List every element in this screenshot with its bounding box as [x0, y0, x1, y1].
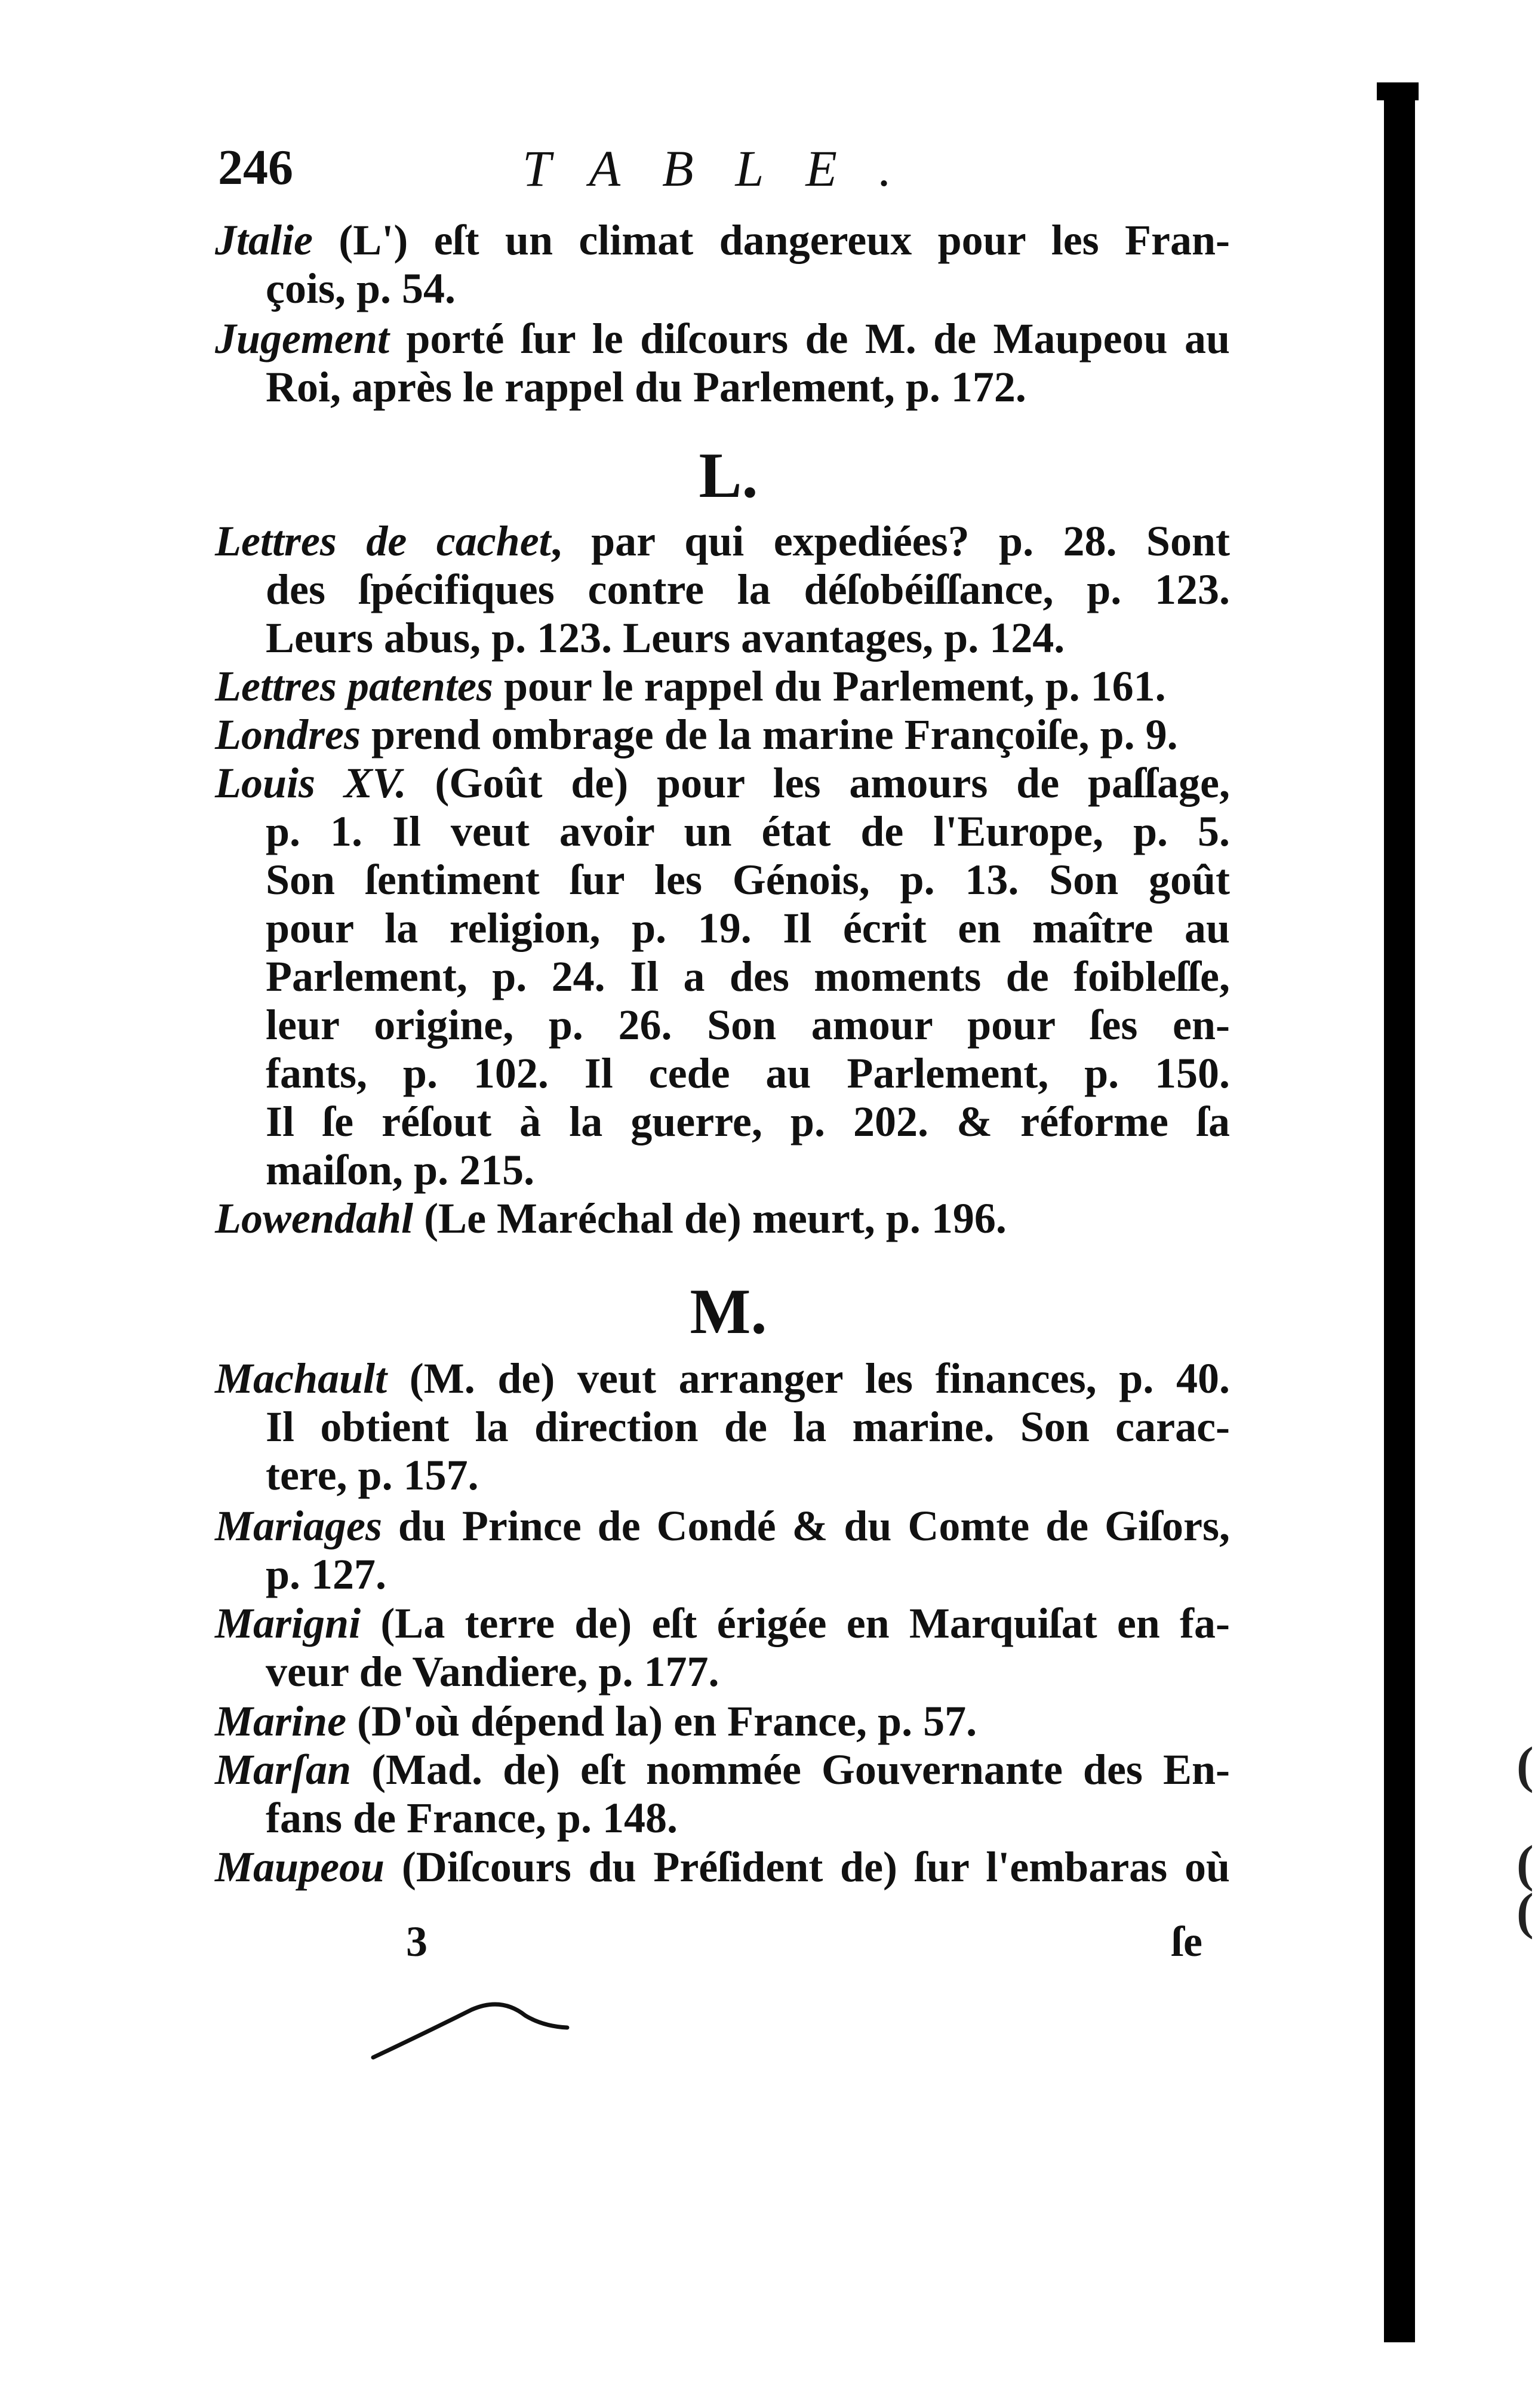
index-entry-italie	[215, 216, 1230, 313]
entry-text: porté ſur le diſcours de M. de Maupeou au	[389, 315, 1230, 363]
entry-line: fans de France, p. 148.	[266, 1794, 678, 1842]
entry-text: (L') eſt un climat dangereux pour les Fran-	[312, 216, 1230, 264]
entry-line: veur de Vandiere, p. 177.	[266, 1648, 719, 1696]
entry-line	[215, 315, 1230, 363]
index-entry-marine	[215, 1697, 1230, 1746]
entry-headword: Marigni	[215, 1599, 361, 1647]
entry-line: p. 127.	[266, 1550, 387, 1598]
entry-text: (Mad. de) eſt nommée Gouvernante des En-	[351, 1746, 1230, 1793]
index-entry-louis-xv	[215, 759, 1230, 1194]
entry-text: (La terre de) eſt érigée en Marquiſat en fa-	[361, 1599, 1230, 1647]
entry-line	[215, 1502, 1230, 1550]
entry-headword: Louis XV.	[215, 759, 407, 807]
page-header	[218, 139, 1233, 210]
entry-headword: Lettres de cachet	[215, 517, 551, 565]
entry-line: Il ſe réſout à la guerre, p. 202. & réforme ſa	[266, 1098, 1230, 1145]
entry-text: (Goût de) pour les amours de paſſage,	[406, 759, 1231, 807]
index-entry-lowendahl	[215, 1194, 1230, 1243]
entry-headword: Jtalie	[215, 216, 313, 264]
section-letter-m: M.	[690, 1276, 767, 1347]
entry-line	[215, 1354, 1230, 1403]
entry-line: des ſpécifiques contre la déſobéiſſance, p. 123.	[266, 566, 1230, 613]
index-entry-lettres-patentes	[215, 662, 1230, 711]
entry-line	[215, 1746, 1230, 1794]
entry-headword: Londres	[215, 711, 361, 758]
entry-line: Leurs abus, p. 123. Leurs avantages, p. 124.	[266, 614, 1065, 662]
entry-line: Parlement, p. 24. Il a des moments de foibleſſe,	[266, 953, 1230, 1000]
printer-swash-ornament	[370, 1998, 573, 2063]
entry-headword: Lowendahl	[215, 1194, 414, 1242]
index-entry-marsan	[215, 1746, 1230, 1842]
entry-text: du Prince de Condé & du Comte de Giſors,	[382, 1502, 1230, 1550]
entry-line	[215, 517, 1230, 566]
entry-line: Il obtient la direction de la marine. Son carac-	[266, 1403, 1230, 1451]
entry-line: fants, p. 102. Il cede au Parlement, p. 150.	[266, 1049, 1230, 1097]
section-letter-l: L.	[699, 440, 758, 511]
entry-line	[215, 1697, 1230, 1746]
entry-text: (D'où dépend la) en France, p. 57.	[346, 1697, 977, 1745]
entry-line: pour la religion, p. 19. Il écrit en maître au	[266, 904, 1230, 952]
entry-line: Son ſentiment ſur les Génois, p. 13. Son goût	[266, 856, 1230, 904]
entry-headword: Jugement	[215, 315, 390, 363]
index-entry-marigni	[215, 1599, 1230, 1696]
entry-line	[215, 1599, 1230, 1648]
entry-text: (Diſcours du Préſident de) ſur l'embaras où	[384, 1843, 1230, 1891]
entry-text: (M. de) veut arranger les finances, p. 40.	[387, 1354, 1230, 1402]
entry-line: p. 1. Il veut avoir un état de l'Europe, p. 5.	[266, 807, 1230, 855]
catchword: ſe	[1171, 1918, 1202, 1965]
entry-line	[215, 662, 1230, 711]
entry-line: tere, p. 157.	[266, 1451, 479, 1499]
signature-mark: 3	[406, 1918, 427, 1965]
binding-shadow-bar	[1384, 85, 1415, 2342]
entry-text: , par qui expediées? p. 28. Sont	[550, 517, 1230, 565]
entry-line: maiſon, p. 215.	[266, 1146, 535, 1194]
running-title: TABLE.	[522, 140, 934, 197]
entry-line	[215, 216, 1230, 265]
entry-line: çois, p. 54.	[266, 265, 456, 312]
index-entry-londres	[215, 711, 1230, 759]
entry-line	[215, 1194, 1230, 1243]
index-entry-mariages	[215, 1502, 1230, 1599]
page-number: 246	[218, 140, 293, 195]
entry-line	[215, 1843, 1230, 1891]
entry-headword: Mariages	[215, 1502, 383, 1550]
bleed-through-mark: (	[1517, 1736, 1534, 1793]
bleed-through-mark: (	[1517, 1835, 1534, 1892]
entry-text: (Le Maréchal de) meurt, p. 196.	[413, 1194, 1007, 1242]
entry-headword: Marſan	[215, 1746, 352, 1793]
entry-line: leur origine, p. 26. Son amour pour ſes en-	[266, 1001, 1230, 1049]
entry-line	[215, 711, 1230, 759]
entry-headword: Machault	[215, 1354, 387, 1402]
entry-line	[215, 759, 1230, 807]
entry-text: pour le rappel du Parlement, p. 161.	[493, 662, 1166, 710]
entry-text: prend ombrage de la marine Françoiſe, p. 9.	[361, 711, 1178, 758]
entry-headword: Marine	[215, 1697, 347, 1745]
entry-line: Roi, après le rappel du Parlement, p. 172.	[266, 363, 1026, 411]
entry-headword: Maupeou	[215, 1843, 385, 1891]
entry-headword: Lettres patentes	[215, 662, 493, 710]
index-entry-machault	[215, 1354, 1230, 1500]
bleed-through-mark: (	[1517, 1882, 1534, 1940]
index-entry-lettres-de-cachet	[215, 517, 1230, 662]
index-entry-maupeou	[215, 1843, 1230, 1891]
index-entry-jugement	[215, 315, 1230, 411]
